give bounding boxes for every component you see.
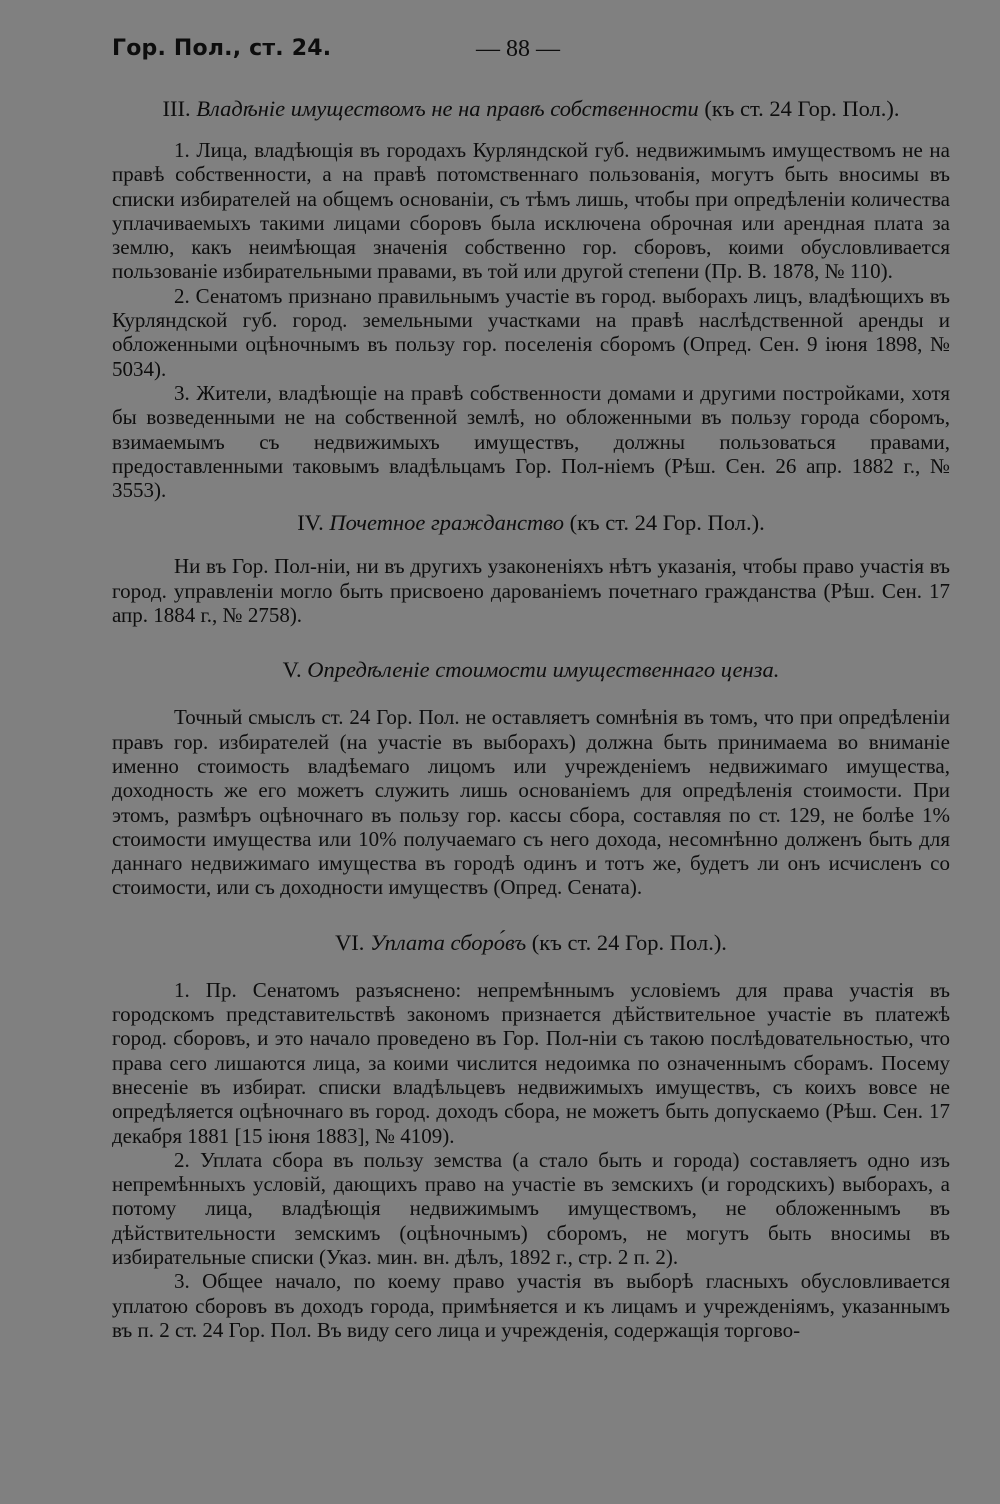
- page-number: — 88 —: [476, 36, 560, 62]
- paragraph: 2. Сенатомъ признано правильнымъ участіе въ город. выборахъ лицъ, владѣющихъ въ Курляндской губ. город. земельными участками на правѣ наслѣдственной аренды и обложенными оцѣночнымъ въ пользу гор. поселенія сборомъ (Опред. Сен. 9 іюня 1898, № 5034).: [112, 283, 950, 381]
- section-ref: (къ ст. 24 Гор. Пол.).: [704, 96, 900, 121]
- section-heading-v: [112, 655, 950, 685]
- paragraph: 3. Жители, владѣющіе на правѣ собственности домами и другими постройками, хотя бы возведенными не на собственной землѣ, но обложенными въ пользу города сборомъ, взимаемымъ съ недвижимыхъ имуществъ, должны пользоваться правами, предоставленными таковымъ владѣльцамъ Гор. Пол-ніемъ (Рѣш. Сен. 26 апр. 1882 г., № 3553).: [112, 380, 950, 503]
- paragraph: 2. Уплата сбора въ пользу земства (а стало быть и города) составляетъ одно изъ непремѣнныхъ условій, дающихъ право на участіе въ земскихъ (и городскихъ) выборахъ, а потому лица, владѣющія недвижимымъ имуществомъ, не обложеннымъ въ дѣйствительности земскимъ (оцѣночнымъ) сборомъ, не могутъ быть вносимы въ избирательные списки (Указ. мин. вн. дѣлъ, 1892 г., стр. 2 п. 2).: [112, 1147, 950, 1269]
- section-numeral: III.: [162, 96, 191, 121]
- section-title: Владѣніе имуществомъ не на правѣ собственности: [196, 96, 699, 121]
- section-title: Уплата сборо́въ: [370, 929, 527, 955]
- page-body: [112, 94, 950, 1342]
- paragraph: 3. Общее начало, по коему право участія въ выборѣ гласныхъ обусловливается уплатою сборовъ въ доходъ города, примѣняется и къ лицамъ и учрежденіямъ, указаннымъ въ п. 2 ст. 24 Гор. Пол. Въ виду сего лица и учрежденія, содержащія торгово-: [112, 1269, 950, 1342]
- section-heading-iii: [112, 94, 950, 124]
- paragraph: 1. Лица, владѣющія въ городахъ Курляндской губ. недвижимымъ имуществомъ не на правѣ собственности, а на правѣ потомственнаго пользованія, могутъ быть вносимы въ списки избирателей на общемъ основаніи, съ тѣмъ лишь, чтобы при опредѣленіи количества уплачиваемыхъ такими лицами сборовъ была исключена оброчная или арендная плата за землю, какъ неимѣющая значенія собственно гор. сборовъ, коими обусловливается пользованіе избирательными правами, въ той или другой степени (Пр. В. 1878, № 110).: [112, 138, 950, 284]
- running-head: Гор. Пол., ст. 24.: [112, 36, 332, 61]
- paragraph: 1. Пр. Сенатомъ разъяснено: непремѣннымъ условіемъ для права участія въ городскомъ представительствѣ закономъ признается дѣйствительное участіе въ платежѣ город. сборовъ, и это начало проведено въ Гор. Пол-ніи съ такою послѣдовательностью, что права сего лишаются лица, за коими числится недоимка по означеннымъ сборамъ. Посему внесеніе въ избират. списки владѣльцевъ недвижимыхъ имуществъ, съ коихъ вовсе не опредѣляется оцѣночнаго въ город. доходъ сбора, не можетъ быть допускаемо (Рѣш. Сен. 17 декабря 1881 [15 іюня 1883], № 4109).: [112, 977, 950, 1148]
- paragraph: Ни въ Гор. Пол-ніи, ни въ другихъ узаконеніяхъ нѣтъ указанія, чтобы право участія въ город. управленіи могло быть присвоено дарованіемъ почетнаго гражданства (Рѣш. Сен. 17 апр. 1884 г., № 2758).: [112, 554, 950, 628]
- section-heading-vi: [112, 928, 950, 958]
- section-ref: (къ ст. 24 Гор. Пол.).: [569, 510, 765, 536]
- section-title: Почетное гражданство: [329, 510, 564, 536]
- paragraph: Точный смыслъ ст. 24 Гор. Пол. не оставляетъ сомнѣнія въ томъ, что при опредѣленіи правъ гор. избирателей (на участіе въ выборахъ) должна быть принимаема во вниманіе именно стоимость владѣемаго лицомъ или учрежденіемъ недвижимаго имущества, доходность же его можетъ служить лишь основаніемъ для опредѣленія стоимости. При этомъ, размѣръ оцѣночнаго въ пользу гор. кассы сбора, составляя по ст. 129, не болѣе 1% стоимости имущества или 10% получаемаго съ него дохода, несомнѣнно долженъ быть для даннаго недвижимаго имущества въ городѣ одинъ и тотъ же, будетъ ли онъ исчисленъ со стоимости, или съ доходности имуществъ (Опред. Сената).: [112, 705, 950, 900]
- page-header: [112, 30, 950, 70]
- section-title: Опредѣленіе стоимости имущественнаго ценза.: [307, 657, 780, 683]
- section-ref: (къ ст. 24 Гор. Пол.).: [531, 929, 727, 955]
- section-numeral: VI.: [335, 929, 365, 955]
- section-numeral: V.: [282, 657, 302, 683]
- section-heading-iv: [112, 508, 950, 538]
- section-numeral: IV.: [297, 510, 324, 536]
